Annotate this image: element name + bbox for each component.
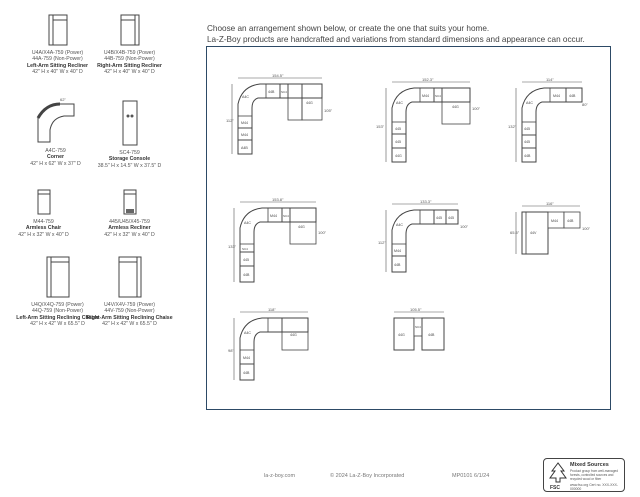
arr3-right-dim: 80" — [582, 102, 588, 107]
arr2-right-dim: 100" — [472, 106, 481, 111]
svg-text:44G: 44G — [298, 225, 305, 229]
fsc-title: Mixed Sources — [570, 462, 609, 468]
svg-text:A4C: A4C — [244, 331, 251, 335]
svg-text:445: 445 — [395, 140, 401, 144]
svg-text:M44: M44 — [422, 94, 429, 98]
svg-text:445: 445 — [395, 127, 401, 131]
piece-right-arm-recliner: U4B/X4B-759 (Power) 44B-759 (Non-Power) Right-Arm Sitting Recliner 42" H x 40" W x 40" D — [72, 14, 187, 76]
arr1-right-dim: 105" — [324, 108, 333, 113]
svg-text:A4C: A4C — [396, 223, 403, 227]
arr5-left-dim: 112" — [378, 240, 386, 245]
arrangement-3 — [508, 76, 590, 168]
svg-text:A4C: A4C — [396, 101, 403, 105]
svg-text:44B: 44B — [428, 333, 435, 337]
svg-text:M44: M44 — [270, 214, 277, 218]
svg-text:44B: 44B — [394, 263, 401, 267]
svg-text:44B: 44B — [243, 371, 250, 375]
piece-corner: 62" A4C-759 Corner 42" H x 62" W x 37" D — [30, 97, 81, 167]
svg-text:M44: M44 — [551, 219, 558, 223]
svg-text:A4C: A4C — [526, 101, 533, 105]
svg-text:445: 445 — [524, 140, 530, 144]
footer-docnum: MP0101 6/1/24 — [452, 473, 490, 479]
fsc-text: Product group from well-managed forests, controlled sources and recycled wood or fiber — [570, 469, 619, 481]
arr2-left-dim: 153" — [376, 124, 385, 129]
svg-text:M44: M44 — [243, 356, 250, 360]
svg-text:445: 445 — [243, 258, 249, 262]
arr5-right-dim: 100" — [460, 224, 469, 229]
right-arm-chaise-icon — [118, 256, 142, 298]
svg-text:44B: 44B — [268, 90, 275, 94]
armless-recliner-icon — [123, 189, 137, 215]
arr2-top-dim: 152.3" — [422, 77, 434, 82]
arr4-top-dim: 153.8" — [272, 197, 284, 202]
arrangement-8 — [384, 306, 454, 358]
svg-text:445: 445 — [524, 127, 530, 131]
arr5-top-dim: 133.3" — [420, 199, 432, 204]
piece-left-arm-chaise: U4Q/X4Q-759 (Power) 44Q-759 (Non-Power) Left-Arm Sitting Reclining Chaise 42" H x 42" W x 65.5" D — [0, 256, 115, 328]
svg-text:M44: M44 — [241, 121, 248, 125]
fsc-code: www.fsc.org Cert no. XXX-XXX-000000 — [570, 483, 619, 491]
svg-text:44B: 44B — [524, 154, 531, 158]
corner-dim-label: 62" — [59, 97, 66, 102]
arrangement-7 — [228, 306, 318, 386]
left-arm-recliner-icon — [48, 14, 68, 46]
piece-right-arm-chaise: U4V/X4V-759 (Power) 44V-759 (Non-Power) Right-Arm Sitting Reclining Chaise 42" H x 42" W x 65.5" D — [72, 256, 187, 328]
svg-text:SC4: SC4 — [283, 214, 289, 218]
fsc-badge — [543, 458, 625, 492]
svg-text:44V: 44V — [530, 231, 537, 235]
svg-text:44G: 44G — [398, 333, 405, 337]
arrangement-2 — [372, 76, 482, 168]
svg-text:M44: M44 — [394, 249, 401, 253]
armless-chair-icon — [37, 189, 51, 215]
svg-text:M44: M44 — [241, 133, 248, 137]
arr4-left-dim: 133" — [228, 244, 237, 249]
arr3-top-dim: 114" — [546, 77, 554, 82]
intro-line-2: La-Z-Boy products are handcrafted and variations from standard dimensions and appearance can occur. — [207, 35, 585, 44]
svg-text:44B: 44B — [569, 94, 576, 98]
arrangement-5 — [378, 198, 470, 278]
svg-text:44G: 44G — [306, 101, 313, 105]
svg-text:44B: 44B — [567, 219, 574, 223]
piece-armless-chair: M44-759 Armless Chair 42" H x 32" W x 40" D — [0, 189, 101, 238]
arr3-left-dim: 132" — [508, 124, 517, 129]
svg-text:SC4: SC4 — [242, 247, 248, 251]
svg-text:A4C: A4C — [242, 95, 249, 99]
arrangement-4 — [228, 196, 338, 288]
svg-text:A4B: A4B — [241, 146, 248, 150]
arr7-left-dim: 98" — [228, 348, 234, 353]
arrangement-1 — [226, 72, 336, 164]
svg-text:44G: 44G — [290, 333, 297, 337]
right-arm-recliner-icon — [120, 14, 140, 46]
fsc-tree-icon — [547, 461, 569, 491]
arr7-top-dim: 118" — [268, 307, 276, 312]
svg-text:44B: 44B — [243, 273, 250, 277]
storage-console-icon — [122, 100, 138, 146]
left-arm-chaise-icon — [46, 256, 70, 298]
arr6-right-dim: 100" — [582, 226, 591, 231]
piece-armless-recliner: 445/U45/X45-759 Armless Recliner 42" H x 32" W x 40" D — [72, 189, 187, 238]
svg-text:44G: 44G — [452, 105, 459, 109]
svg-text:M44: M44 — [553, 94, 560, 98]
arr1-top-dim: 154.5" — [272, 73, 284, 78]
arr1-left-dim: 112" — [226, 118, 234, 123]
intro-text — [207, 23, 627, 45]
arr6-top-dim: 116" — [546, 201, 554, 206]
piece-left-arm-recliner: U4A/X4A-759 (Power) 44A-759 (Non-Power) Left-Arm Sitting Recliner 42" H x 40" W x 40" D — [0, 14, 115, 76]
piece-storage-console: SC4-759 Storage Console 38.5" H x 14.5" W x 37.5" D — [72, 100, 187, 169]
arr6-left-dim: 65.5" — [510, 230, 520, 235]
footer-copyright: © 2024 La-Z-Boy Incorporated — [330, 473, 405, 479]
svg-text:445: 445 — [448, 216, 454, 220]
svg-text:SC4: SC4 — [281, 90, 287, 94]
arrangement-6 — [510, 200, 592, 266]
svg-text:SC4: SC4 — [415, 325, 421, 329]
arr8-top-dim: 105.5" — [410, 307, 422, 312]
svg-text:44G: 44G — [395, 154, 402, 158]
fsc-mark: FSC — [550, 485, 560, 491]
svg-text:A4C: A4C — [244, 221, 251, 225]
svg-text:SC4: SC4 — [435, 94, 441, 98]
intro-line-1: Choose an arrangement shown below, or create the one that suits your home. — [207, 24, 490, 33]
footer-site: la-z-boy.com — [264, 473, 296, 479]
arr4-right-dim: 100" — [318, 230, 327, 235]
svg-text:445: 445 — [436, 216, 442, 220]
